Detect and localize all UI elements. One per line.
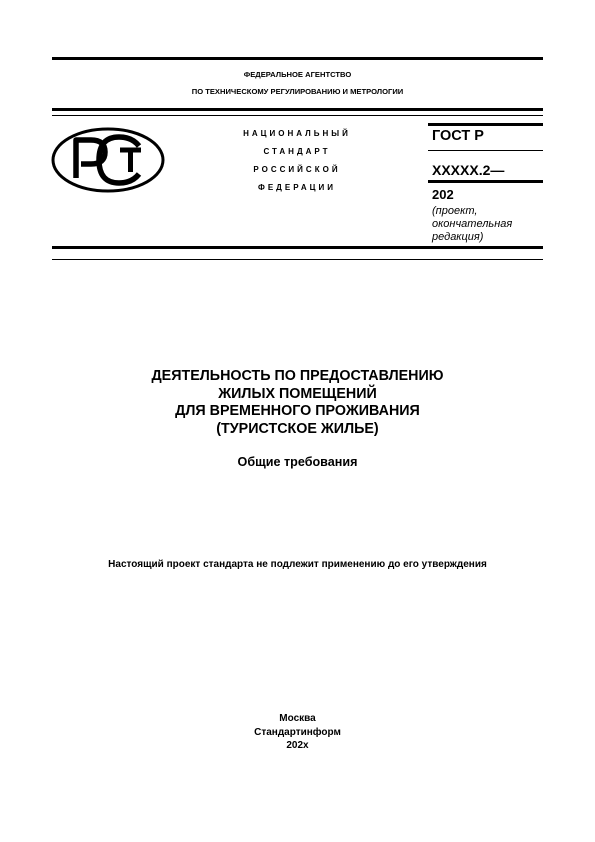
header-bottom-rule-thin bbox=[52, 259, 543, 260]
imprint bbox=[52, 712, 543, 753]
document-subtitle: Общие требования bbox=[237, 455, 358, 469]
header-rule-thin bbox=[52, 115, 543, 116]
standard-type-line-1: НАЦИОНАЛЬНЫЙ bbox=[243, 129, 351, 138]
designation-prefix: ГОСТ Р bbox=[432, 128, 484, 144]
standard-type-line-2: СТАНДАРТ bbox=[263, 147, 331, 156]
title-line-1: ДЕЯТЕЛЬНОСТЬ ПО ПРЕДОСТАВЛЕНИЮ bbox=[151, 368, 444, 384]
designation-note-line-2: окончательная bbox=[432, 218, 513, 230]
standard-type bbox=[190, 125, 404, 197]
title-line-4: (ТУРИСТСКОЕ ЖИЛЬЕ) bbox=[216, 420, 379, 437]
title-line-3: ДЛЯ ВРЕМЕННОГО ПРОЖИВАНИЯ bbox=[175, 403, 420, 419]
standard-type-line-3: РОССИЙСКОЙ bbox=[253, 165, 341, 174]
designation-top-bar bbox=[428, 123, 543, 126]
designation-year: 202 bbox=[432, 187, 454, 202]
header-top-rule bbox=[52, 57, 543, 60]
agency-line-2: ПО ТЕХНИЧЕСКОМУ РЕГУЛИРОВАНИЮ И МЕТРОЛОГИИ bbox=[191, 87, 404, 96]
gost-r-logo bbox=[50, 126, 166, 194]
designation-note-line-3: редакция) bbox=[432, 231, 484, 243]
imprint-city: Москва bbox=[279, 713, 316, 724]
designation-note-line-1: (проект, bbox=[432, 205, 478, 217]
title-line-2: ЖИЛЫХ ПОМЕЩЕНИЙ bbox=[218, 385, 377, 402]
designation-number: ХХХХХ.2— bbox=[432, 162, 505, 178]
imprint-year: 202х bbox=[286, 740, 309, 751]
header-rule-thick bbox=[52, 108, 543, 111]
document-title bbox=[52, 368, 543, 438]
draft-notice: Настоящий проект стандарта не подлежит применению до его утверждения bbox=[108, 559, 487, 570]
agency-line-1: ФЕДЕРАЛЬНОЕ АГЕНТСТВО bbox=[243, 70, 352, 79]
imprint-publisher: Стандартинформ bbox=[254, 726, 341, 738]
designation-mid-bar bbox=[428, 150, 543, 151]
standard-type-line-4: ФЕДЕРАЦИИ bbox=[258, 183, 336, 192]
designation-low-bar bbox=[428, 180, 543, 183]
header-bottom-rule-thick bbox=[52, 246, 543, 249]
agency-name bbox=[52, 66, 543, 100]
gost-r-certification-mark-icon bbox=[50, 126, 166, 194]
designation-note bbox=[432, 205, 512, 244]
